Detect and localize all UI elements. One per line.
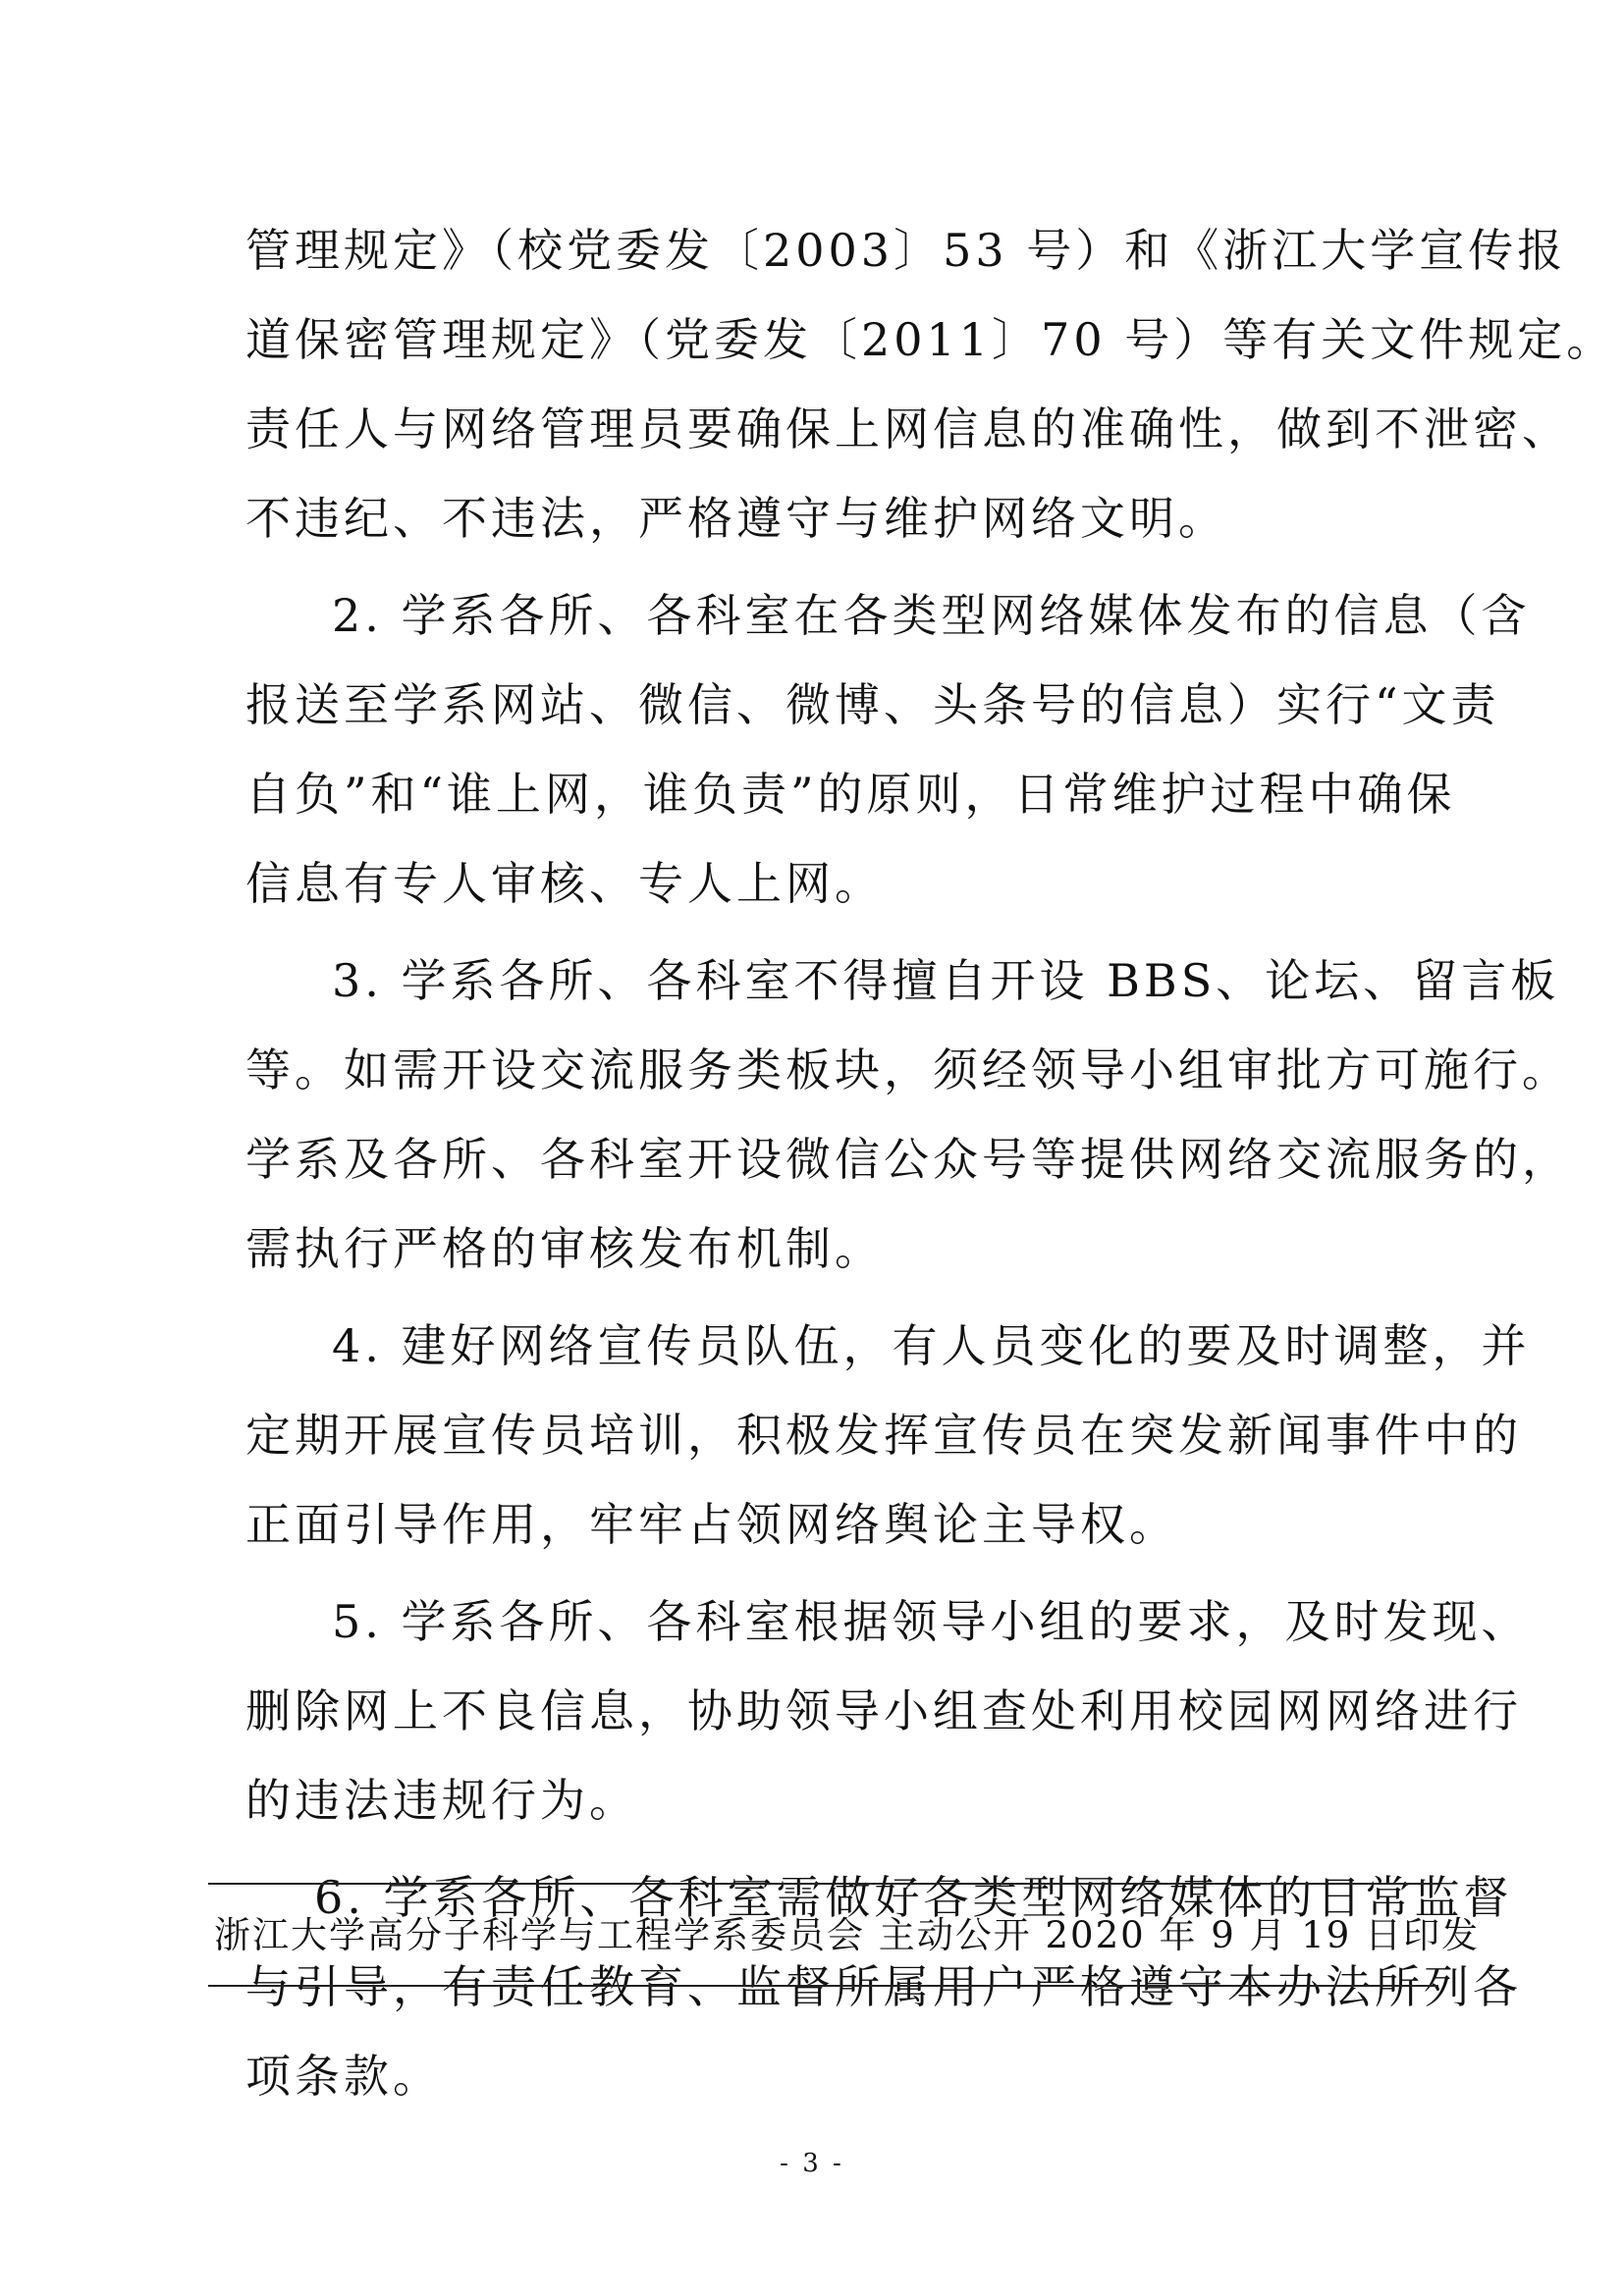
text-line: 4. 建好网络宣传员队伍，有人员变化的要及时调整，并: [332, 1319, 1531, 1372]
text-line: 定期开展宣传员培训，积极发挥宣传员在突发新闻事件中的: [245, 1409, 1522, 1462]
text-line: 道保密管理规定》（党委发〔2011〕70 号）等有关文件规定。: [245, 313, 1616, 366]
text-line: 等。如需开设交流服务类板块，须经领导小组审批方可施行。: [245, 1043, 1571, 1096]
page-number: - 3 -: [780, 2149, 844, 2178]
footer-top-rule: [208, 1883, 1438, 1885]
text-line: 2. 学系各所、各科室在各类型网络媒体发布的信息（含: [332, 589, 1531, 642]
text-line: 管理规定》（校党委发〔2003〕53 号）和《浙江大学宣传报: [245, 224, 1567, 277]
paragraph-item-2: [245, 571, 1531, 929]
text-line: 6. 学系各所、各科室需做好各类型网络媒体的日常监督: [314, 1871, 1513, 1924]
text-line: 需执行严格的审核发布机制。: [245, 1222, 884, 1275]
text-line: 不违纪、不违法，严格遵守与维护网络文明。: [245, 492, 1227, 545]
text-line: 学系及各所、各科室开设微信公众号等提供网络交流服务的，: [245, 1133, 1571, 1186]
paragraph-item-5: [245, 1577, 1531, 1845]
text-line: 项条款。: [245, 2050, 442, 2103]
text-line: 的违法违规行为。: [245, 1774, 638, 1827]
footer-bottom-rule: [208, 1985, 1438, 1987]
text-line: 与引导，有责任教育、监督所属用户严格遵守本办法所列各: [245, 1960, 1522, 2013]
text-line: 5. 学系各所、各科室根据领导小组的要求，及时发现、: [332, 1595, 1531, 1648]
text-line: 信息有专人审核、专人上网。: [245, 857, 884, 910]
document-body: [245, 206, 1616, 2121]
footer-issuer-line: 浙江大学高分子科学与工程学系委员会 主动公开 2020 年 9 月 19 日印发: [214, 1914, 1481, 1956]
text-line: 责任人与网络管理员要确保上网信息的准确性，做到不泄密、: [245, 402, 1571, 455]
paragraph-item-3: [245, 936, 1571, 1294]
text-line: 删除网上不良信息，协助领导小组查处利用校园网网络进行: [245, 1684, 1522, 1737]
paragraph-item-4: [245, 1302, 1531, 1570]
text-line: 3. 学系各所、各科室不得擅自开设 BBS、论坛、留言板: [332, 954, 1560, 1007]
text-line: 正面引导作用，牢牢占领网络舆论主导权。: [245, 1498, 1178, 1551]
text-line: 报送至学系网站、微信、微博、头条号的信息）实行“文责: [245, 678, 1500, 731]
paragraph-item-6: [245, 1853, 1522, 2121]
text-line: 自负”和“谁上网，谁负责”的原则，日常维护过程中确保: [245, 768, 1456, 821]
paragraph-continuation: [245, 206, 1616, 563]
